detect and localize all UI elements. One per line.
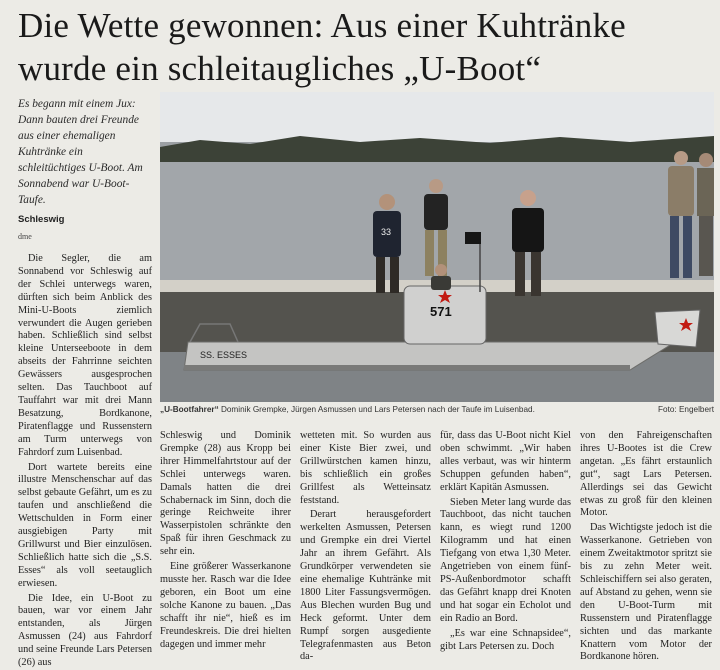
- paragraph: Derart herausgefordert werkelten Asmussen, Petersen und Grempke ein drei Viertel Jahr an ihrem Gefährt. Als Grundkörper verwendeten sie eine ehemalige Kuhtränke mit 1800 Liter Fassungsvermögen. Aus Blechen wurden Bug und Heck geformt. Unter dem Rumpf sorgen ausgediente Telegrafenmasten aus Beton da-: [300, 509, 431, 663]
- caption-text: Dominik Grempke, Jürgen Asmussen und Lars Petersen nach der Taufe im Luisenbad.: [220, 405, 535, 414]
- paragraph: Eine größerer Wasserkanone musste her. Rasch war die Idee geboren, ein Boot um eine solche Kanone zu bauen. „Das schafft ihr nie“, hieß es im Freundeskreis. Die drei hielten dagegen und immer mehr: [160, 561, 291, 650]
- tail-fin: [655, 310, 700, 347]
- paragraph: Schleswig und Dominik Grempke (28) aus Kropp bei ihrer Himmelfahrtstour auf der Schlei unterwegs waren. Damals hatten die drei Schabernack im Sinn, doch die geringe Reichweite ihrer Wasserpistolen schränkte den Spaß für ihren Geschmack zu sehr ein.: [160, 430, 291, 558]
- intro-teaser: Es begann mit einem Jux: Dann bauten drei Freunde aus einer ehemaligen Kuhtränke ein schleitüchtiges U-Boot. Am Sonnabend war U-Boot-Taufe.: [18, 98, 143, 206]
- sky: [160, 92, 714, 142]
- paragraph: Das Wichtigste jedoch ist die Wasserkanone. Getrieben von einem Zweitaktmotor spritzt sie bis zu zehn Meter weit. Schleischiffern sei also geraten, auf Abstand zu gehen, wenn sie den U-Boot-Turm mit Russenstern und Piratenflagge sichten und das markante Knattern vom Motor der Bordkanone hören.: [580, 522, 712, 663]
- article-column-2: [160, 430, 291, 651]
- shirt-number: 33: [381, 227, 392, 237]
- article-column-5: [580, 430, 712, 664]
- tower-number: 571: [430, 304, 452, 319]
- article-column-4: [440, 430, 571, 653]
- paragraph: von den Fahreigenschaften ihres U-Bootes ist die Crew angetan. „Es fährt erstaunlich gut“, sagt Lars Petersen. Allerdings sei das Gewicht etwas zu groß für den kleinen Motor.: [580, 430, 712, 519]
- headline: Die Wette gewonnen: Aus einer Kuhtränke wurde ein schleitaugliches „U-Boot“: [18, 6, 626, 88]
- photo-credit: Foto: Engelbert: [658, 405, 714, 414]
- dateline-place: Schleswig: [18, 214, 65, 225]
- paragraph: „Es war eine Schnapsidee“, gibt Lars Petersen zu. Doch: [440, 627, 571, 652]
- bystanders: [668, 151, 714, 278]
- pirate-flag: [465, 232, 481, 244]
- hull-waterline: [184, 365, 630, 370]
- paragraph: Dort wartete bereits eine illustre Menschenschar auf das selbst gebaute Gefährt, um es zu taufen und anschließend die Wettschulden in Form einer ausgiebigen Party mit Grillwurst und Bier einzulösen. Schließlich hatte sich die „S.S. Esses“ als voll seetauglich erwiesen.: [18, 461, 152, 589]
- paragraph: wetteten mit. So wurden aus einer Kiste Bier zwei, und Grillwürstchen kamen hinzu, bis schließlich ein großes Grillfest als Wetteinsatz feststand.: [300, 430, 431, 506]
- photo-caption: [160, 405, 714, 414]
- news-photo: [160, 92, 714, 402]
- paragraph: Die Segler, die am Sonnabend vor Schleswig auf der Schlei unterwegs waren, dürften sich beim Anblick des Mini-U-Boots ziemlich verwundert die Augen gerieben haben. Schließlich sind selbst kleine Unterseeboote in dem abseits der Fahrrinne seichten Gewässers ausgesprochen selten. Das Tauchboot auf Tauffahrt war mit drei Mann Besatzung, Bordkanone, Piratenflagge und Russenstern am Turm unterwegs von Fahrdorf zum Luisenbad.: [18, 253, 152, 458]
- author-initials: dme: [18, 232, 32, 241]
- caption-label: „U-Bootfahrer“: [160, 405, 219, 414]
- paragraph: Die Idee, ein U-Boot zu bauen, war vor einem Jahr entstanden, als Jürgen Asmussen (24) aus Fahrdorf und seine Freunde Lars Petersen (26) aus: [18, 592, 152, 669]
- article-column-1: [18, 253, 152, 670]
- article-column-3: [300, 430, 431, 664]
- photo-scene: [160, 92, 714, 402]
- paragraph: für, dass das U-Boot nicht Kiel oben schwimmt. „Wir haben alles verbaut, was wir hinterm Schuppen gefunden haben“, erklärt Kapitän Asmussen.: [440, 430, 571, 493]
- hull-name: SS. ESSES: [200, 350, 248, 360]
- paragraph: Sieben Meter lang wurde das Tauchboot, das nicht tauchen kann, es wiegt rund 1200 Kilogramm und hat einen Tiefgang von etwa 1,30 Meter. Angetrieben von einem fünf-PS-Außenbordmotor schafft das Gefährt knapp drei Knoten und hat sogar ein Echolot und ein Radio an Bord.: [440, 496, 571, 624]
